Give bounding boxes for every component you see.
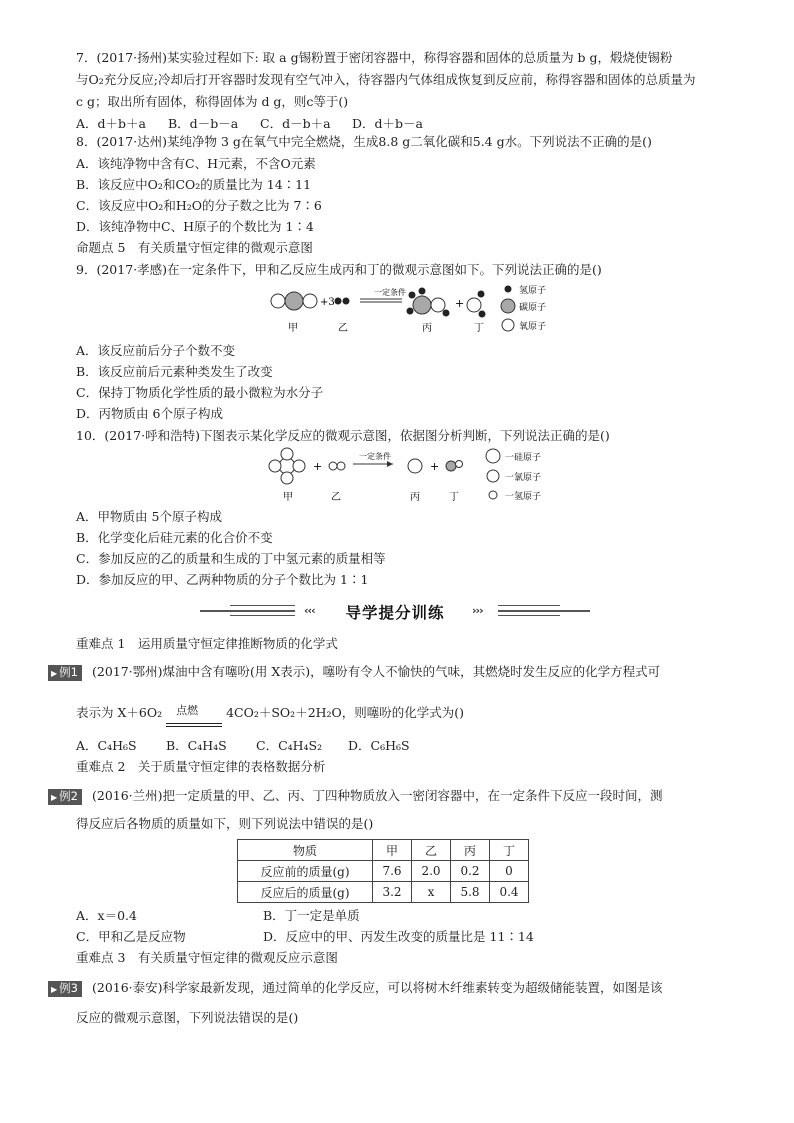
topic5-heading: 命题点 5 有关质量守恒定律的微观示意图: [76, 240, 313, 255]
table-header-cell: 丙: [451, 840, 490, 861]
q10-option-d[interactable]: D．参加反应的甲、乙两种物质的分子个数比为 1∶1: [76, 572, 369, 587]
banner-rule-left-thin: [230, 605, 295, 606]
q9-option-b[interactable]: B．该反应前后元素种类发生了改变: [76, 364, 273, 379]
q7-options: [76, 116, 423, 132]
q9-coef: +3: [320, 297, 335, 308]
q7-option-b[interactable]: B．d－b－a: [168, 116, 239, 131]
banner-title: 导学提分训练: [345, 604, 445, 622]
q9-label-jia: 甲: [288, 323, 298, 334]
q9-condition: 一定条件: [374, 288, 406, 297]
q9-option-c[interactable]: C．保持丁物质化学性质的最小微粒为水分子: [76, 385, 324, 400]
banner-rule-right: [498, 610, 590, 612]
example1-options: [76, 738, 410, 754]
q10-molecule-bing: [408, 459, 422, 473]
q9-plus: +: [455, 297, 465, 310]
q9-molecule-ding: [467, 291, 486, 318]
q10-option-c[interactable]: C．参加反应的乙的质量和生成的丁中氢元素的质量相等: [76, 551, 386, 566]
table-cell: 3.2: [373, 882, 412, 903]
q8-option-c[interactable]: C．该反应中O₂和H₂O的分子数之比为 7∶6: [76, 198, 322, 213]
q8-option-b[interactable]: B．该反应中O₂和CO₂的质量比为 14∶11: [76, 177, 312, 192]
q7-option-d[interactable]: D．d＋b－a: [352, 116, 423, 131]
q10-molecule-ding: [446, 461, 463, 472]
section-banner: [200, 600, 590, 622]
q9-molecule-yi: [335, 298, 350, 305]
example2-tag: ▶ 例2: [48, 789, 82, 805]
q10-label-ding: 丁: [449, 492, 459, 503]
q10-legend-h: 一氢原子: [505, 492, 542, 502]
q9-label-ding: 丁: [474, 323, 484, 334]
ex2-option-c[interactable]: C．甲和乙是反应物: [76, 929, 186, 944]
q9-legend-c: 碳原子: [519, 303, 547, 313]
q7-option-c[interactable]: C．d－b＋a: [260, 116, 331, 131]
q9-micro-diagram: [262, 283, 592, 339]
example3-line2: 反应的微观示意图，下列说法错误的是(): [76, 1010, 299, 1025]
ex2-option-a[interactable]: A．x＝0.4: [76, 908, 137, 923]
table-header-cell: 乙: [412, 840, 451, 861]
q9-molecule-jia: [271, 292, 317, 310]
q10-legend-cl: 一氯原子: [505, 473, 542, 483]
q10-label-bing: 丙: [410, 492, 420, 503]
example3-tag: ▶ 例3: [48, 981, 82, 997]
q10-condition: 一定条件: [359, 452, 391, 461]
table-row: [238, 882, 529, 903]
q10-label-jia: 甲: [283, 492, 293, 503]
example2-line2: 得反应后各物质的质量如下，则下列说法中错误的是(): [76, 816, 374, 831]
q9-legend-o: 氧原子: [519, 322, 547, 332]
key3-heading: 重难点 3 有关质量守恒定律的微观反应示意图: [76, 950, 338, 965]
q10-arrow-head: [387, 461, 393, 467]
example1-tag: ▶ 例1: [48, 665, 82, 681]
key2-heading: 重难点 2 关于质量守恒定律的表格数据分析: [76, 759, 326, 774]
table-cell: 反应后的质量(g): [238, 882, 373, 903]
table-row: [238, 861, 529, 882]
q8-option-d[interactable]: D．该纯净物中C、H原子的个数比为 1∶4: [76, 219, 314, 234]
example1-line1: ▶ 例1 (2017·鄂州)煤油中含有噻吩(用 X表示)，噻吩有令人不愉快的气味，其燃烧时发生反应的化学方程式可: [48, 664, 660, 681]
q9-option-d[interactable]: D．丙物质由 6个原子构成: [76, 406, 223, 421]
q10-label-yi: 乙: [331, 492, 341, 503]
q10-option-b[interactable]: B．化学变化后硅元素的化合价不变: [76, 530, 273, 545]
table-cell: 5.8: [451, 882, 490, 903]
table-header-cell: 丁: [490, 840, 529, 861]
q9-legend-h: 氢原子: [519, 286, 547, 296]
ex1-option-a[interactable]: A．C₄H₆S: [76, 738, 137, 753]
q9-label-bing: 丙: [422, 323, 432, 334]
q10-legend: [486, 449, 541, 502]
ex1-option-c[interactable]: C．C₄H₄S₂: [256, 738, 323, 753]
q10-molecule-jia: [269, 448, 305, 484]
table-cell: 0.2: [451, 861, 490, 882]
q9-molecule-bing: [407, 288, 450, 317]
table-header-cell: 物质: [238, 840, 373, 861]
table-cell: 0.4: [490, 882, 529, 903]
q7-option-a[interactable]: A．d＋b＋a: [76, 116, 146, 131]
table-header-cell: 甲: [373, 840, 412, 861]
q10-molecule-yi: [329, 462, 345, 470]
q10-legend-si: 一硅原子: [505, 453, 542, 463]
q8-option-a[interactable]: A．该纯净物中含有C、H元素，不含O元素: [76, 156, 316, 171]
ex1-option-b[interactable]: B．C₄H₄S: [166, 738, 227, 753]
table-cell: 反应前的质量(g): [238, 861, 373, 882]
banner-chevron-left-icon: ‹‹‹: [304, 604, 315, 617]
q9-option-a[interactable]: A．该反应前后分子个数不变: [76, 343, 236, 358]
table-cell: 0: [490, 861, 529, 882]
banner-rule-left: [200, 610, 295, 612]
q9-label-yi: 乙: [338, 323, 348, 334]
q10-plus-1: +: [313, 460, 323, 473]
q7-line3: c g；取出所有固体，称得固体为 d g，则c等于(): [76, 94, 349, 109]
table-cell: 7.6: [373, 861, 412, 882]
example1-equation: 表示为 X＋6O₂ 点燃 4CO₂＋SO₂＋2H₂O，则噻吩的化学式为(): [76, 705, 464, 721]
banner-rule-left-thin: [230, 615, 295, 616]
key1-heading: 重难点 1 运用质量守恒定律推断物质的化学式: [76, 636, 338, 651]
q10-stem: 10．(2017·呼和浩特)下图表示某化学反应的微观示意图，依据图分析判断，下列说法正确的是(): [76, 428, 610, 443]
example3-line1: ▶ 例3 (2016·泰安)科学家最新发现，通过简单的化学反应，可以将树木纤维素转变为超级储能装置，如图是该: [48, 980, 663, 997]
q10-plus-2: +: [430, 460, 440, 473]
banner-rule-right-thin: [498, 605, 560, 606]
play-triangle-icon: ▶: [51, 669, 58, 678]
q8-stem: 8．(2017·达州)某纯净物 3 g在氧气中完全燃烧，生成8.8 g二氧化碳和5.4 g水。下列说法不正确的是(): [76, 134, 652, 149]
play-triangle-icon: ▶: [51, 793, 58, 802]
q7-line2: 与O₂充分反应;冷却后打开容器时发现有空气冲入，待容器内气体组成恢复到反应前，称得容器和固体的总质量为: [76, 72, 696, 87]
example2-line1: ▶ 例2 (2016·兰州)把一定质量的甲、乙、丙、丁四种物质放入一密闭容器中，在一定条件下反应一段时间，测: [48, 788, 663, 805]
ex2-option-b[interactable]: B．丁一定是单质: [263, 908, 360, 923]
table-cell: x: [412, 882, 451, 903]
q9-legend: [501, 284, 546, 332]
table-cell: 2.0: [412, 861, 451, 882]
ex1-option-d[interactable]: D．C₆H₆S: [348, 738, 410, 753]
banner-chevron-right-icon: ›››: [472, 604, 483, 617]
play-triangle-icon: ▶: [51, 985, 58, 994]
mass-data-table: [237, 839, 529, 903]
q9-stem: 9．(2017·孝感)在一定条件下，甲和乙反应生成丙和丁的微观示意图如下。下列说法正确的是(): [76, 262, 602, 277]
table-header-row: [238, 840, 529, 861]
ex2-option-d[interactable]: D．反应中的甲、丙发生改变的质量比是 11∶14: [263, 929, 534, 944]
q7-line1: 7．(2017·扬州)某实验过程如下: 取 a g锡粉置于密闭容器中，称得容器和固体的总质量为 b g，煅烧使锡粉: [76, 50, 673, 65]
banner-rule-right-thin: [498, 615, 560, 616]
q10-option-a[interactable]: A．甲物质由 5个原子构成: [76, 509, 222, 524]
q10-micro-diagram: [265, 446, 575, 506]
